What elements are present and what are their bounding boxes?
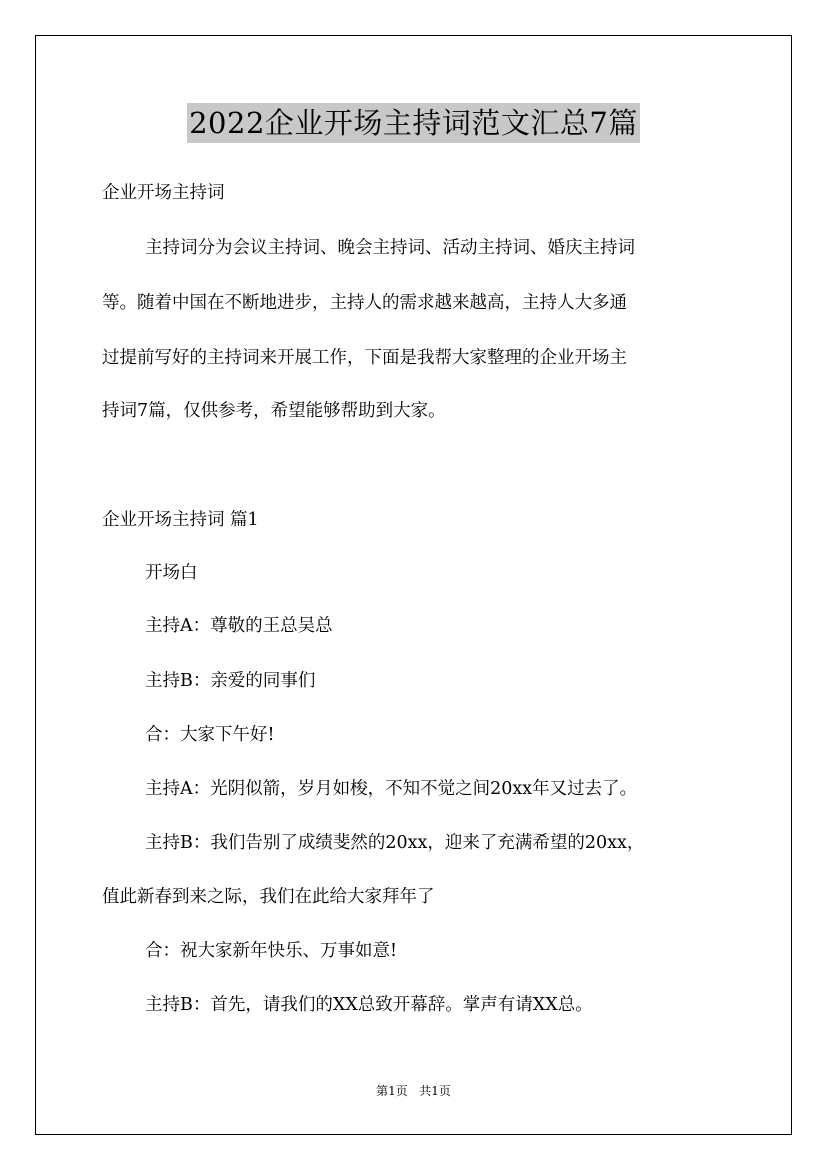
section1-line-7: 值此新春到来之际，我们在此给大家拜年了 [102,887,435,907]
section1-line-3: 主持B：亲爱的同事们 [145,671,316,691]
intro-line-2: 等。随着中国在不断地进步，主持人的需求越来越高，主持人大多通 [102,293,627,313]
title-wrap [0,103,827,143]
section1-line-2: 主持A：尊敬的王总吴总 [145,616,333,636]
section1-line-5: 主持A：光阴似箭，岁月如梭，不知不觉之间20xx年又过去了。 [145,779,638,799]
page-footer [0,1083,827,1099]
page-total: 共1页 [419,1084,451,1098]
document-title: 2022企业开场主持词范文汇总7篇 [187,103,640,143]
section1-line-9: 主持B：首先，请我们的XX总致开幕辞。掌声有请XX总。 [145,995,593,1015]
intro-line-4: 持词7篇，仅供参考，希望能够帮助到大家。 [102,401,446,421]
section1-line-6: 主持B：我们告别了成绩斐然的20xx，迎来了充满希望的20xx， [145,833,645,853]
page-number: 第1页 [376,1084,408,1098]
section1-line-1: 开场白 [145,563,198,583]
section1-heading: 企业开场主持词 篇1 [102,510,259,530]
intro-heading: 企业开场主持词 [102,183,225,203]
intro-line-3: 过提前写好的主持词来开展工作，下面是我帮大家整理的企业开场主 [102,348,627,368]
section1-line-4: 合：大家下午好! [145,725,275,745]
intro-line-1: 主持词分为会议主持词、晚会主持词、活动主持词、婚庆主持词 [145,238,635,258]
section1-line-8: 合：祝大家新年快乐、万事如意! [145,941,398,961]
